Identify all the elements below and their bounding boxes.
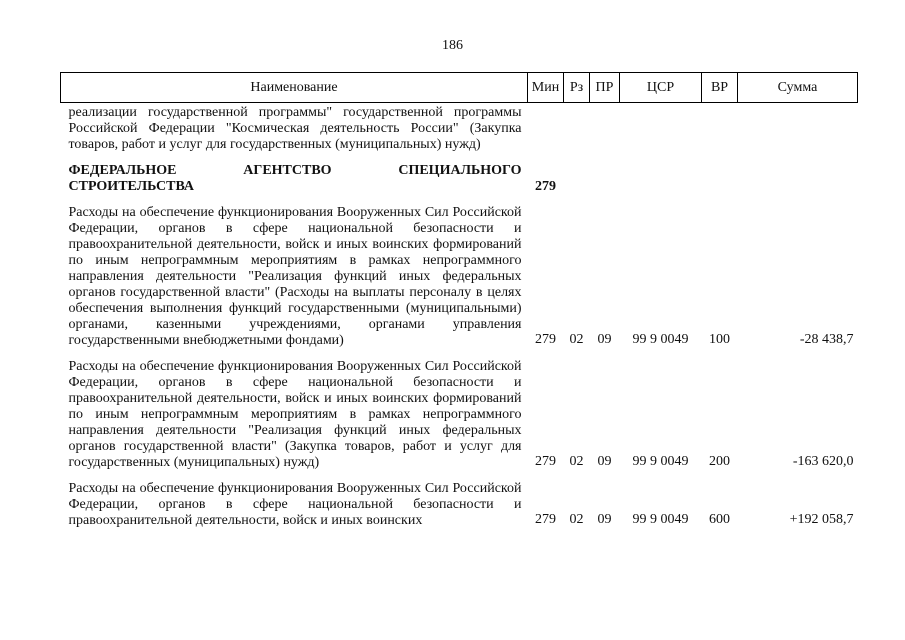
table-row — [61, 163, 858, 195]
row-vr: 100 — [709, 332, 730, 347]
row-csr — [620, 163, 702, 195]
row-pr — [590, 103, 620, 154]
header-pr: ПР — [590, 73, 620, 103]
row-rz — [564, 163, 590, 195]
row-pr: 09 — [597, 454, 612, 469]
row-sum: +192 058,7 — [789, 512, 854, 527]
row-min: 279 — [535, 512, 556, 527]
header-name: Наименование — [61, 73, 528, 103]
header-csr: ЦСР — [620, 73, 702, 103]
row-vr — [702, 103, 738, 154]
row-csr: 99 9 0049 — [632, 512, 689, 527]
table-row — [61, 103, 858, 154]
row-csr: 99 9 0049 — [632, 332, 689, 347]
row-name: реализации государственной программы" государственной программы Российской Федерации "Космическая деятельность России" (Закупка товаров, работ и услуг для государственных (муниципальных) нужд) — [68, 105, 522, 152]
row-min: 279 — [535, 454, 556, 469]
row-min: 279 — [535, 179, 556, 194]
row-vr: 600 — [709, 512, 730, 527]
row-name: Расходы на обеспечение функционирования Вооруженных Сил Российской Федерации, органов в сфере национальной безопасности и правоохранительной деятельности, войск и иных воинских формирований по иным непрограммным мероприятиям в рамках непрограммного направления деятельности "Реализация функций иных федеральных органов государственной власти" (Расходы на выплаты персоналу в целях обеспечения выполнения функций государственными (муниципальными) органами, казенными учреждениями, органами управления государственными внебюджетными фондами) — [68, 205, 522, 348]
row-sum: -163 620,0 — [792, 454, 854, 469]
row-rz: 02 — [569, 512, 584, 527]
row-pr: 09 — [597, 332, 612, 347]
row-rz: 02 — [569, 332, 584, 347]
row-min: 279 — [535, 332, 556, 347]
row-csr — [620, 103, 702, 154]
header-rz: Рз — [564, 73, 590, 103]
page-number: 186 — [442, 38, 463, 53]
row-min — [528, 103, 564, 154]
row-sum: -28 438,7 — [799, 332, 854, 347]
row-pr — [590, 163, 620, 195]
agency-heading: ФЕДЕРАЛЬНОЕ АГЕНТСТВО СПЕЦИАЛЬНОГО СТРОИТЕЛЬСТВА — [68, 163, 522, 194]
row-name: Расходы на обеспечение функционирования Вооруженных Сил Российской Федерации, органов в сфере национальной безопасности и правоохранительной деятельности, войск и иных воинских формирований по иным непрограммным мероприятиям в рамках непрограммного направления деятельности "Реализация функций иных федеральных органов государственной власти" (Закупка товаров, работ и услуг для государственных (муниципальных) нужд) — [68, 359, 522, 470]
table-header — [61, 73, 858, 103]
row-csr: 99 9 0049 — [632, 454, 689, 469]
table-row — [61, 481, 858, 529]
header-vr: ВР — [702, 73, 738, 103]
budget-table — [60, 72, 858, 529]
row-rz: 02 — [569, 454, 584, 469]
row-rz — [564, 103, 590, 154]
header-sum: Сумма — [738, 73, 858, 103]
table-row — [61, 205, 858, 349]
row-sum — [738, 103, 858, 154]
row-sum — [738, 163, 858, 195]
header-min: Мин — [528, 73, 564, 103]
row-vr — [702, 163, 738, 195]
table-row — [61, 359, 858, 471]
row-name: Расходы на обеспечение функционирования Вооруженных Сил Российской Федерации, органов в сфере национальной безопасности и правоохранительной деятельности, войск и иных воинских — [68, 481, 522, 528]
row-pr: 09 — [597, 512, 612, 527]
row-vr: 200 — [709, 454, 730, 469]
